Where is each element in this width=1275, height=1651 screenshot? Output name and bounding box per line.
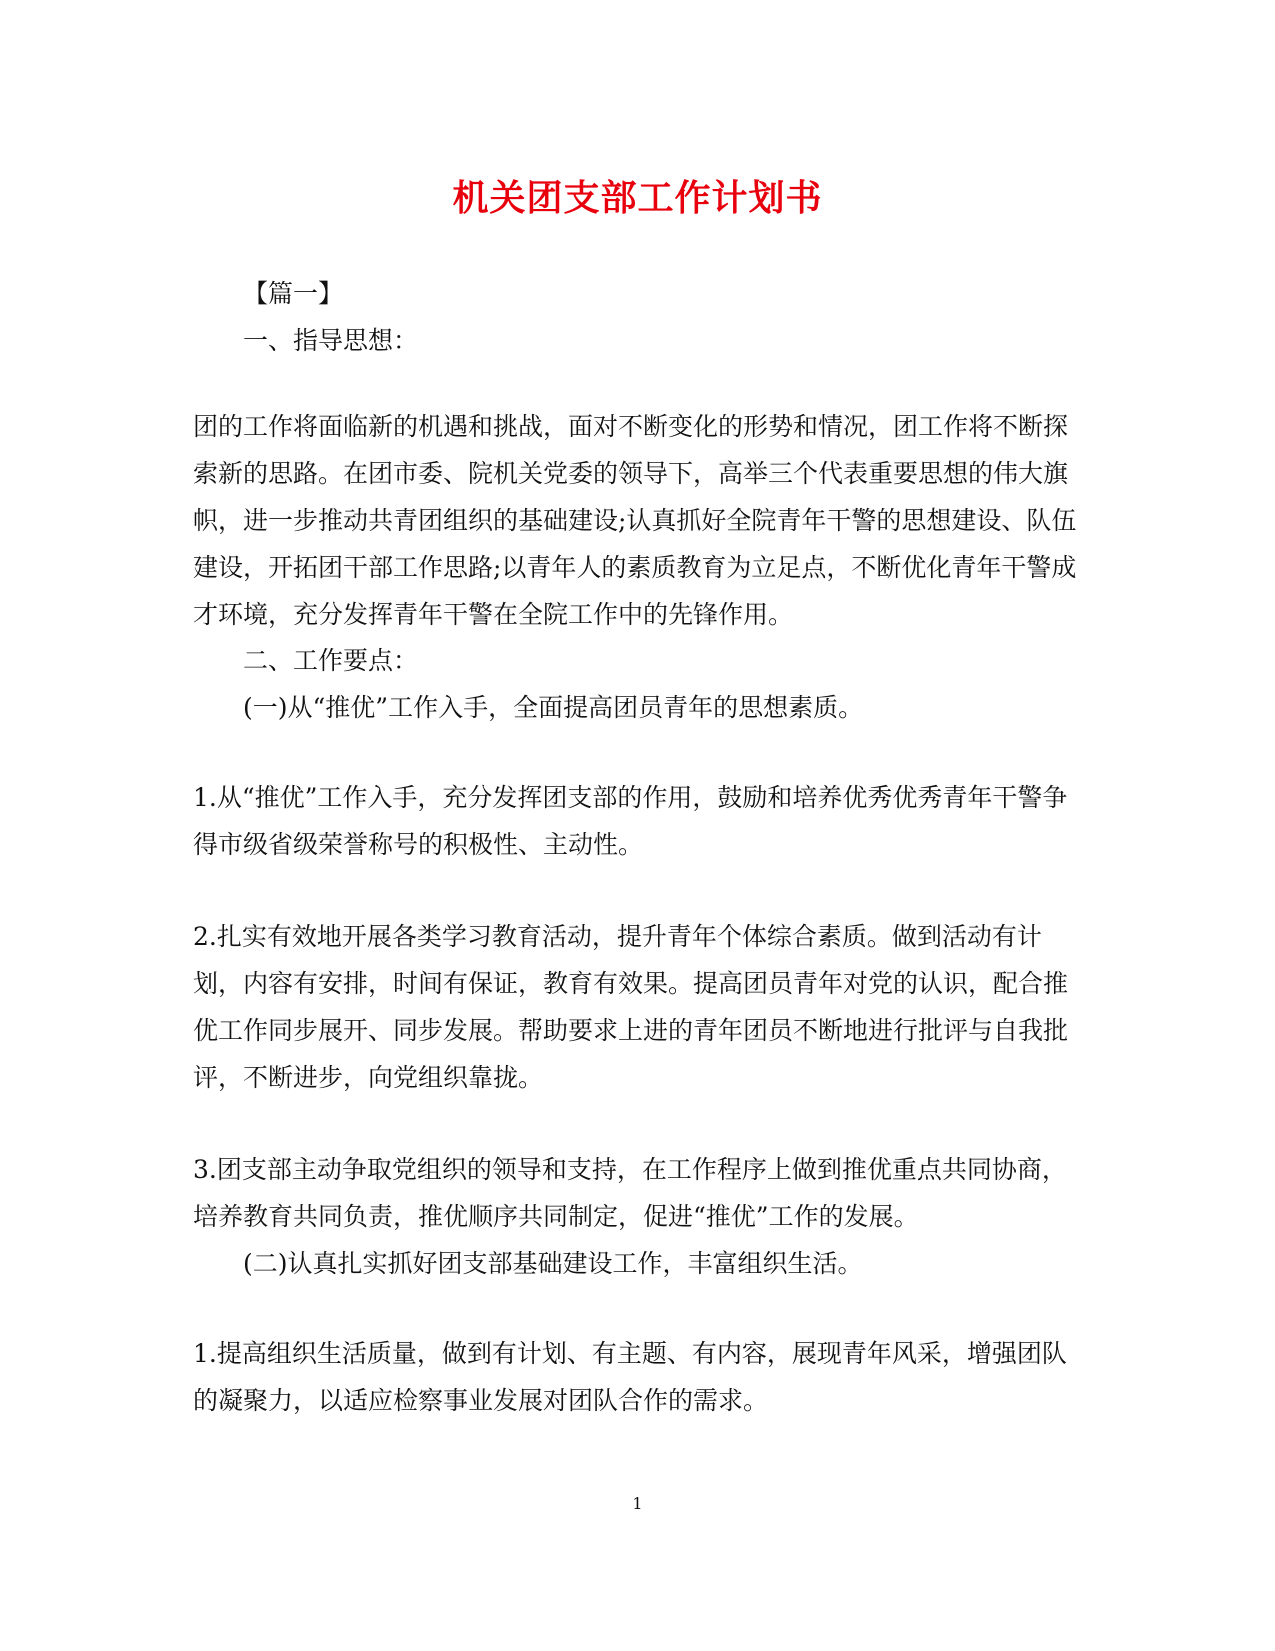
subheading-2: (二)认真扎实抓好团支部基础建设工作，丰富组织生活。: [243, 1249, 863, 1278]
paragraph-guiding-thought: 团的工作将面临新的机遇和挑战，面对不断变化的形势和情况，团工作将不断探索新的思路。在团市委、院机关党委的领导下，高举三个代表重要思想的伟大旗帜，进一步推动共青团组织的基础建设;认真抓好全院青年干警的思想建设、队伍建设，开拓团干部工作思路;以青年人的素质教育为立足点，不断优化青年干警成才环境，充分发挥青年干警在全院工作中的先锋作用。: [193, 412, 1077, 629]
list-item-3: 3.团支部主动争取党组织的领导和支持，在工作程序上做到推优重点共同协商，培养教育共同负责，推优顺序共同制定，促进“推优”工作的发展。: [193, 1155, 1067, 1231]
heading-work-points: 二、工作要点：: [243, 646, 419, 675]
list-item-2: 2.扎实有效地开展各类学习教育活动，提升青年个体综合素质。做到活动有计划，内容有安排，时间有保证，教育有效果。提高团员青年对党的认识，配合推优工作同步展开、同步发展。帮助要求上进的青年团员不断地进行批评与自我批评，不断进步，向党组织靠拢。: [193, 922, 1069, 1092]
document-title: 机关团支部工作计划书: [452, 177, 823, 219]
subheading-1: (一)从“推优”工作入手，全面提高团员青年的思想素质。: [243, 693, 864, 722]
list-item-1: 1.从“推优”工作入手，充分发挥团支部的作用，鼓励和培养优秀优秀青年干警争得市级省级荣誉称号的积极性、主动性。: [193, 783, 1068, 859]
page-number: 1: [632, 1494, 643, 1513]
section-label: 【篇一】: [243, 279, 344, 308]
list-item-4: 1.提高组织生活质量，做到有计划、有主题、有内容，展现青年风采，增强团队的凝聚力，以适应检察事业发展对团队合作的需求。: [193, 1339, 1067, 1415]
heading-guiding-thought: 一、指导思想：: [243, 326, 419, 355]
